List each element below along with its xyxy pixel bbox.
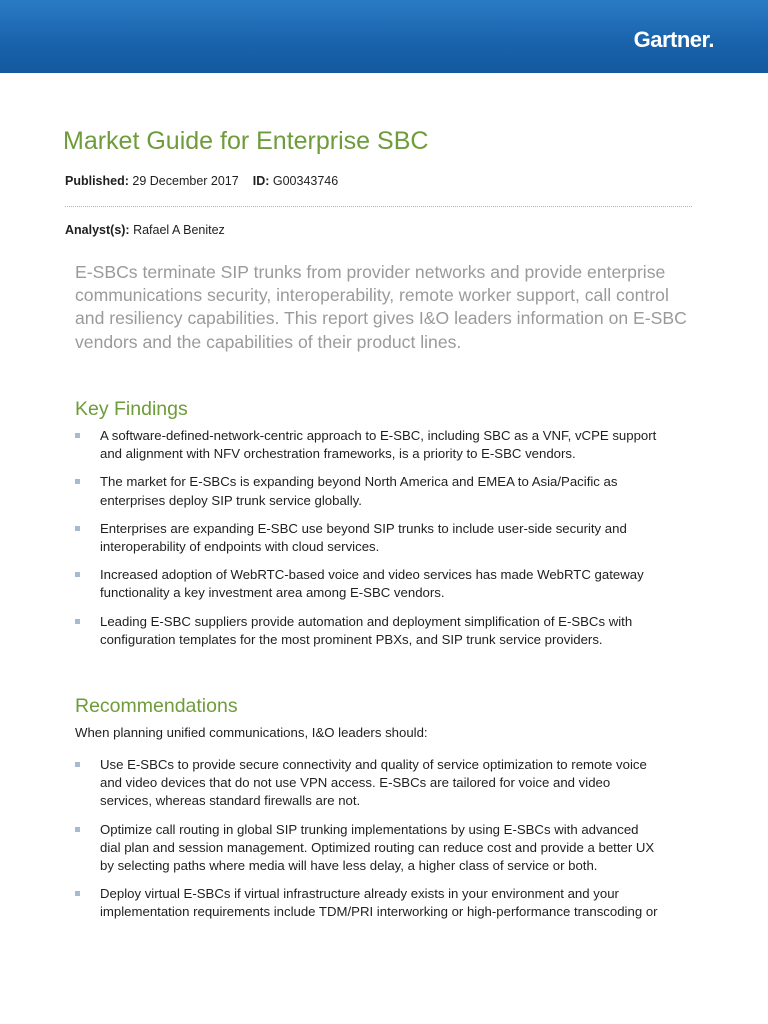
gartner-logo xyxy=(634,29,714,51)
brand-mark: . xyxy=(708,27,714,52)
list-item-line: Use E-SBCs to provide secure connectivity and quality of service optimization to remote voice xyxy=(100,757,647,772)
list-item xyxy=(75,821,705,876)
list-item-line: The market for E-SBCs is expanding beyond North America and EMEA to Asia/Pacific as xyxy=(100,474,618,490)
list-item xyxy=(75,885,705,921)
list-item xyxy=(75,427,705,463)
list-item-line: Increased adoption of WebRTC-based voice and video services has made WebRTC gateway xyxy=(100,567,644,583)
list-item-line: by selecting paths where media will have less delay, a higher class of service or both. xyxy=(100,858,598,874)
list-item-line: implementation requirements include TDM/PRI interworking or high-performance transcoding or xyxy=(100,904,658,920)
list-item-line: Deploy virtual E-SBCs if virtual infrastructure already exists in your environment and your xyxy=(100,886,619,902)
recommendations-heading: Recommendations xyxy=(75,695,238,717)
list-item-line: functionality a key investment area among E-SBC vendors. xyxy=(100,585,445,601)
list-item-text xyxy=(100,821,705,876)
published-label: Published: xyxy=(65,174,129,188)
list-item-line: interoperability of endpoints with cloud services. xyxy=(100,539,380,555)
list-item-text xyxy=(100,566,705,602)
list-item-line: Enterprises are expanding E-SBC use beyond SIP trunks to include user-side security and xyxy=(100,520,627,536)
published-date: 29 December 2017 xyxy=(132,174,239,188)
key-findings-heading: Key Findings xyxy=(75,398,188,420)
analyst-meta xyxy=(65,222,225,238)
dotted-divider xyxy=(65,206,692,207)
square-bullet-icon xyxy=(75,891,80,896)
square-bullet-icon xyxy=(75,827,80,832)
document-id-label: ID: xyxy=(252,174,270,188)
header-bar xyxy=(0,0,768,73)
list-item-line: A software-defined-network-centric approach to E-SBC, including SBC as a VNF, vCPE support xyxy=(100,428,657,443)
key-findings-list xyxy=(75,427,705,649)
recommendations-intro: When planning unified communications, I&O leaders should: xyxy=(75,725,428,740)
summary-paragraph: E-SBCs terminate SIP trunks from provider networks and provide enterprise communications security, interoperability, remote worker support, call control and resiliency capabilities. This report gives I&O leaders information on E-SBC vendors and the capabilities of their product lines. xyxy=(75,262,687,352)
square-bullet-icon xyxy=(75,433,80,438)
list-item-line: Optimize call routing in global SIP trunking implementations by using E-SBCs with advanced xyxy=(100,821,639,837)
list-item-text xyxy=(100,885,705,921)
list-item xyxy=(75,756,705,811)
list-item-line: Leading E-SBC suppliers provide automation and deployment simplification of E-SBCs with xyxy=(100,613,633,629)
square-bullet-icon xyxy=(75,762,80,767)
list-item-text xyxy=(100,520,705,556)
square-bullet-icon xyxy=(75,526,80,531)
list-item-line: and alignment with NFV orchestration frameworks, is a priority to E-SBC vendors. xyxy=(100,446,576,462)
list-item xyxy=(75,613,705,649)
list-item-text xyxy=(100,613,705,649)
list-item-line: and video devices that do not use VPN access. E-SBCs are tailored for voice and video xyxy=(100,775,611,791)
list-item-text xyxy=(100,427,705,463)
analyst-label: Analyst(s): xyxy=(65,223,130,237)
list-item-line: enterprises deploy SIP trunk service globally. xyxy=(100,492,362,508)
publication-meta xyxy=(65,173,338,189)
list-item-line: configuration templates for the most prominent PBXs, and SIP trunk service providers. xyxy=(100,631,603,647)
document-title: Market Guide for Enterprise SBC xyxy=(63,127,429,155)
list-item-text xyxy=(100,473,705,509)
square-bullet-icon xyxy=(75,572,80,577)
list-item xyxy=(75,473,705,509)
analyst-name: Rafael A Benitez xyxy=(133,223,225,237)
list-item-line: dial plan and session management. Optimized routing can reduce cost and provide a better UX xyxy=(100,839,655,855)
brand-name: Gartner xyxy=(633,27,709,52)
list-item-line: services, whereas standard firewalls are not. xyxy=(100,793,361,809)
square-bullet-icon xyxy=(75,479,80,484)
list-item xyxy=(75,520,705,556)
list-item-text xyxy=(100,756,705,811)
document-id: G00343746 xyxy=(272,174,339,188)
recommendations-list xyxy=(75,756,705,922)
square-bullet-icon xyxy=(75,619,80,624)
list-item xyxy=(75,566,705,602)
